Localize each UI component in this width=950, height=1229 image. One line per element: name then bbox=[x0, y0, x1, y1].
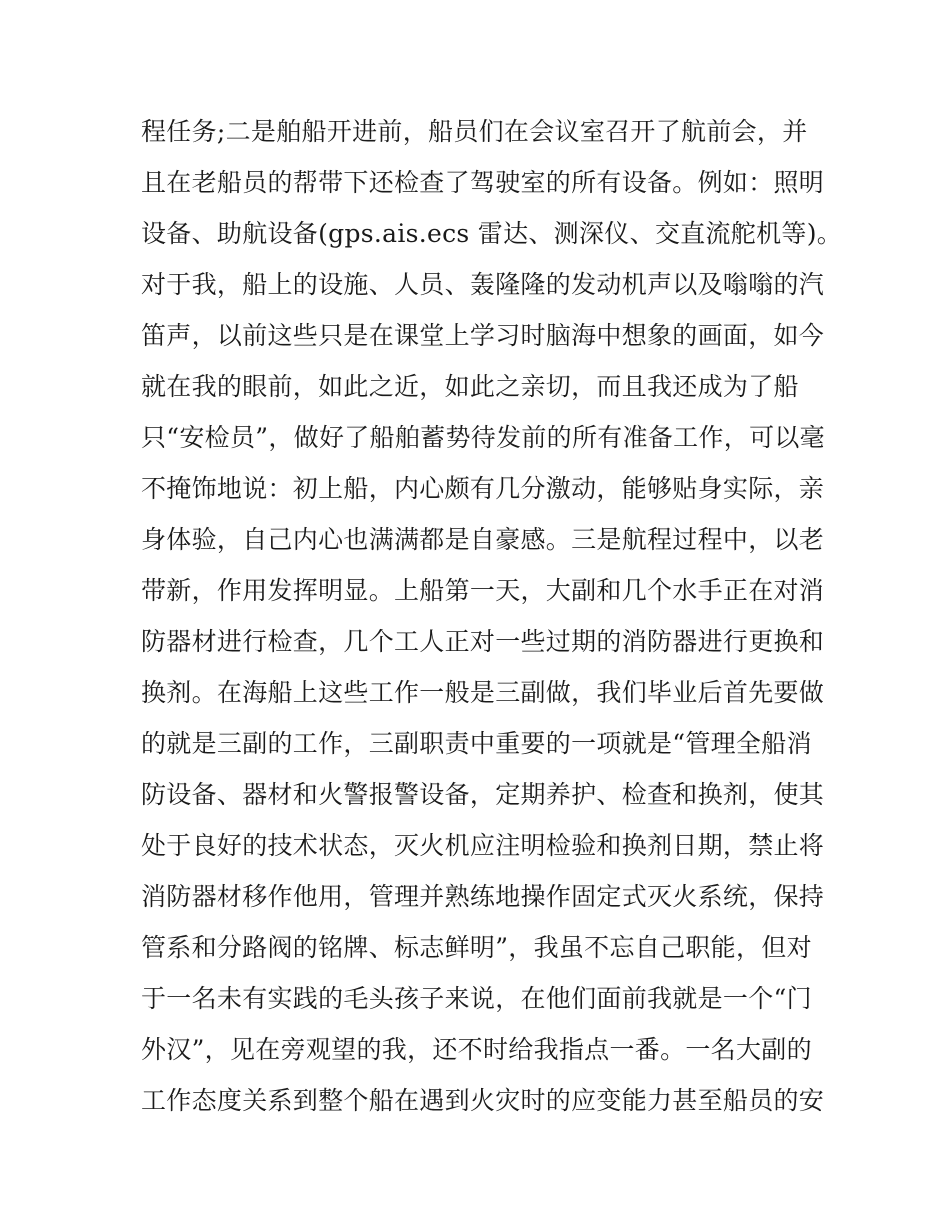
text-line: 不掩饰地说：初上船，内心颇有几分激动，能够贴身实际，亲 bbox=[141, 474, 825, 503]
text-line: 防设备、器材和火警报警设备，定期养护、检查和换剂，使其 bbox=[141, 780, 825, 809]
text-line: 于一名未有实践的毛头孩子来说，在他们面前我就是一个“门 bbox=[141, 984, 812, 1013]
text-line: 身体验，自己内心也满满都是自豪感。三是航程过程中，以老 bbox=[141, 525, 825, 554]
text-line: 防器材进行检查，几个工人正对一些过期的消防器进行更换和 bbox=[141, 627, 825, 656]
text-line: 设备、助航设备(gps.ais.ecs 雷达、测深仪、交直流舵机等)。 bbox=[141, 219, 843, 248]
text-line: 消防器材移作他用，管理并熟练地操作固定式灭火系统，保持 bbox=[141, 882, 825, 911]
text-line: 且在老船员的帮带下还检查了驾驶室的所有设备。例如：照明 bbox=[141, 168, 825, 197]
text-line: 工作态度关系到整个船在遇到火灾时的应变能力甚至船员的安 bbox=[141, 1086, 825, 1115]
text-line: 换剂。在海船上这些工作一般是三副做，我们毕业后首先要做 bbox=[141, 678, 825, 707]
body-text bbox=[141, 106, 841, 1126]
text-line: 处于良好的技术状态，灭火机应注明检验和换剂日期，禁止将 bbox=[141, 831, 825, 860]
text-line: 只“安检员”，做好了船舶蓄势待发前的所有准备工作，可以毫 bbox=[141, 423, 825, 452]
text-line: 程任务;二是舶船开进前，船员们在会议室召开了航前会，并 bbox=[141, 117, 808, 146]
text-line: 就在我的眼前，如此之近，如此之亲切，而且我还成为了船 bbox=[141, 372, 799, 401]
text-line: 管系和分路阀的铭牌、标志鲜明”，我虽不忘自己职能，但对 bbox=[141, 933, 812, 962]
text-line: 的就是三副的工作，三副职责中重要的一项就是“管理全船消 bbox=[141, 729, 812, 758]
text-line: 笛声，以前这些只是在课堂上学习时脑海中想象的画面，如今 bbox=[141, 321, 825, 350]
text-line: 对于我，船上的设施、人员、轰隆隆的发动机声以及嗡嗡的汽 bbox=[141, 270, 825, 299]
text-line: 外汉”，见在旁观望的我，还不时给我指点一番。一名大副的 bbox=[141, 1035, 812, 1064]
text-line: 带新，作用发挥明显。上船第一天，大副和几个水手正在对消 bbox=[141, 576, 825, 605]
